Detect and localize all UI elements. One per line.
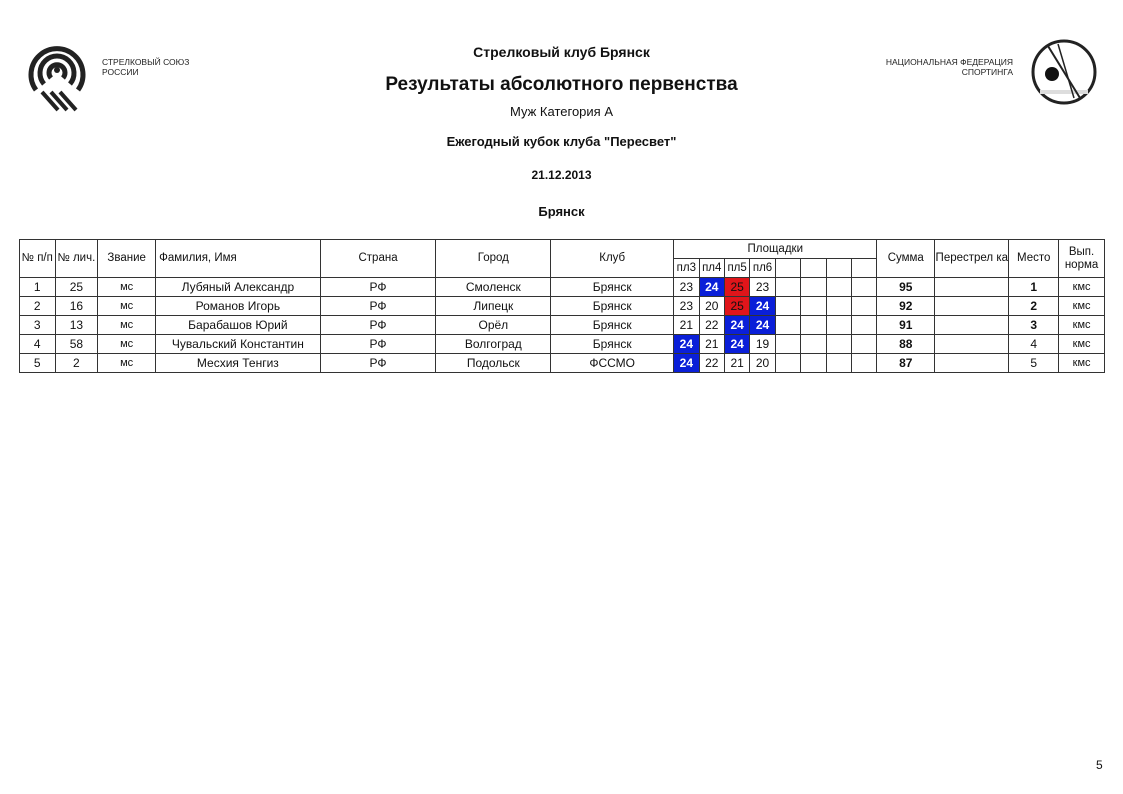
cell-score: 24 <box>750 316 775 335</box>
col-range-4: пл4 <box>699 259 724 278</box>
cell-personal: 16 <box>55 297 98 316</box>
cell-sum: 91 <box>877 316 935 335</box>
cell-place: 1 <box>1009 278 1059 297</box>
cell-country: РФ <box>320 316 436 335</box>
cell-name: Романов Игорь <box>156 297 321 316</box>
cell-empty <box>801 335 826 354</box>
cell-place: 3 <box>1009 316 1059 335</box>
cell-score: 24 <box>674 335 699 354</box>
cell-norm: кмс <box>1059 278 1105 297</box>
event-date: 21.12.2013 <box>531 168 592 182</box>
cell-rank: мс <box>98 316 156 335</box>
cell-empty <box>775 278 800 297</box>
cell-empty <box>801 278 826 297</box>
cell-empty <box>801 297 826 316</box>
cell-personal: 2 <box>55 354 98 373</box>
cell-town: Смоленск <box>436 278 551 297</box>
cell-score: 23 <box>750 278 775 297</box>
event-city: Брянск <box>538 204 585 219</box>
cell-name: Месхия Тенгиз <box>156 354 321 373</box>
cell-club: Брянск <box>551 297 674 316</box>
cell-score: 25 <box>724 297 749 316</box>
cell-town: Волгоград <box>436 335 551 354</box>
cell-norm: кмс <box>1059 354 1105 373</box>
col-range-empty <box>851 259 876 278</box>
table-row <box>20 316 1105 335</box>
cell-score: 24 <box>674 354 699 373</box>
category: Муж Категория А <box>510 104 613 119</box>
table-row <box>20 278 1105 297</box>
cell-place: 2 <box>1009 297 1059 316</box>
cell-score: 25 <box>724 278 749 297</box>
col-ranges: Площадки <box>674 240 877 259</box>
cell-place: 4 <box>1009 335 1059 354</box>
col-town: Город <box>436 240 551 278</box>
cell-rank: мс <box>98 335 156 354</box>
col-range-3: пл3 <box>674 259 699 278</box>
cell-score: 22 <box>699 354 724 373</box>
cell-empty <box>851 278 876 297</box>
cell-num: 4 <box>20 335 56 354</box>
cell-town: Липецк <box>436 297 551 316</box>
col-rank: Звание <box>98 240 156 278</box>
cell-norm: кмс <box>1059 335 1105 354</box>
cup-name: Ежегодный кубок клуба "Пересвет" <box>446 134 677 149</box>
cell-empty <box>775 335 800 354</box>
cell-sum: 87 <box>877 354 935 373</box>
cell-club: Брянск <box>551 278 674 297</box>
cell-score: 20 <box>699 297 724 316</box>
cell-shootoff <box>935 297 1009 316</box>
cell-score: 23 <box>674 278 699 297</box>
cell-place: 5 <box>1009 354 1059 373</box>
col-personal: № лич. <box>55 240 98 278</box>
cell-empty <box>826 335 851 354</box>
col-range-5: пл5 <box>724 259 749 278</box>
cell-score: 24 <box>724 335 749 354</box>
cell-shootoff <box>935 354 1009 373</box>
cell-sum: 95 <box>877 278 935 297</box>
col-place: Место <box>1009 240 1059 278</box>
col-num: № п/п <box>20 240 56 278</box>
header-row <box>20 240 1105 259</box>
table-row <box>20 297 1105 316</box>
cell-rank: мс <box>98 297 156 316</box>
cell-club: ФССМО <box>551 354 674 373</box>
cell-name: Барабашов Юрий <box>156 316 321 335</box>
cell-score: 19 <box>750 335 775 354</box>
cell-name: Лубяный Александр <box>156 278 321 297</box>
cell-country: РФ <box>320 278 436 297</box>
col-name: Фамилия, Имя <box>156 240 321 278</box>
cell-rank: мс <box>98 354 156 373</box>
col-shootoff: Перестрел ка <box>935 240 1009 278</box>
cell-country: РФ <box>320 297 436 316</box>
table-row <box>20 354 1105 373</box>
cell-empty <box>826 297 851 316</box>
cell-personal: 25 <box>55 278 98 297</box>
cell-score: 22 <box>699 316 724 335</box>
cell-town: Орёл <box>436 316 551 335</box>
col-range-6: пл6 <box>750 259 775 278</box>
cell-shootoff <box>935 335 1009 354</box>
cell-num: 2 <box>20 297 56 316</box>
col-sum: Сумма <box>877 240 935 278</box>
cell-empty <box>851 297 876 316</box>
cell-empty <box>775 297 800 316</box>
page-number: 5 <box>1096 758 1103 772</box>
table-row <box>20 335 1105 354</box>
cell-score: 21 <box>724 354 749 373</box>
cell-empty <box>775 316 800 335</box>
cell-empty <box>851 335 876 354</box>
cell-score: 23 <box>674 297 699 316</box>
cell-score: 20 <box>750 354 775 373</box>
cell-sum: 88 <box>877 335 935 354</box>
col-norm: Вып. норма <box>1059 240 1105 278</box>
cell-town: Подольск <box>436 354 551 373</box>
cell-score: 21 <box>674 316 699 335</box>
col-range-empty <box>826 259 851 278</box>
cell-personal: 13 <box>55 316 98 335</box>
cell-shootoff <box>935 316 1009 335</box>
cell-empty <box>826 316 851 335</box>
cell-empty <box>826 354 851 373</box>
col-range-empty <box>801 259 826 278</box>
col-range-empty <box>775 259 800 278</box>
cell-num: 3 <box>20 316 56 335</box>
cell-empty <box>851 316 876 335</box>
cell-num: 1 <box>20 278 56 297</box>
cell-name: Чувальский Константин <box>156 335 321 354</box>
cell-norm: кмс <box>1059 316 1105 335</box>
cell-score: 24 <box>699 278 724 297</box>
cell-country: РФ <box>320 335 436 354</box>
org-right-name: НАЦИОНАЛЬНАЯ ФЕДЕРАЦИЯ СПОРТИНГА <box>885 57 1013 77</box>
cell-empty <box>801 354 826 373</box>
cell-empty <box>775 354 800 373</box>
results-table <box>19 239 1105 373</box>
org-left-name: СТРЕЛКОВЫЙ СОЮЗ РОССИИ <box>102 57 190 77</box>
club-name: Стрелковый клуб Брянск <box>473 44 650 60</box>
col-country: Страна <box>320 240 436 278</box>
cell-rank: мс <box>98 278 156 297</box>
cell-num: 5 <box>20 354 56 373</box>
cell-empty <box>801 316 826 335</box>
cell-empty <box>826 278 851 297</box>
cell-club: Брянск <box>551 316 674 335</box>
cell-empty <box>851 354 876 373</box>
cell-country: РФ <box>320 354 436 373</box>
col-club: Клуб <box>551 240 674 278</box>
cell-club: Брянск <box>551 335 674 354</box>
cell-sum: 92 <box>877 297 935 316</box>
cell-shootoff <box>935 278 1009 297</box>
cell-personal: 58 <box>55 335 98 354</box>
cell-norm: кмс <box>1059 297 1105 316</box>
cell-score: 24 <box>724 316 749 335</box>
page-title: Результаты абсолютного первенства <box>385 74 738 95</box>
cell-score: 24 <box>750 297 775 316</box>
cell-score: 21 <box>699 335 724 354</box>
